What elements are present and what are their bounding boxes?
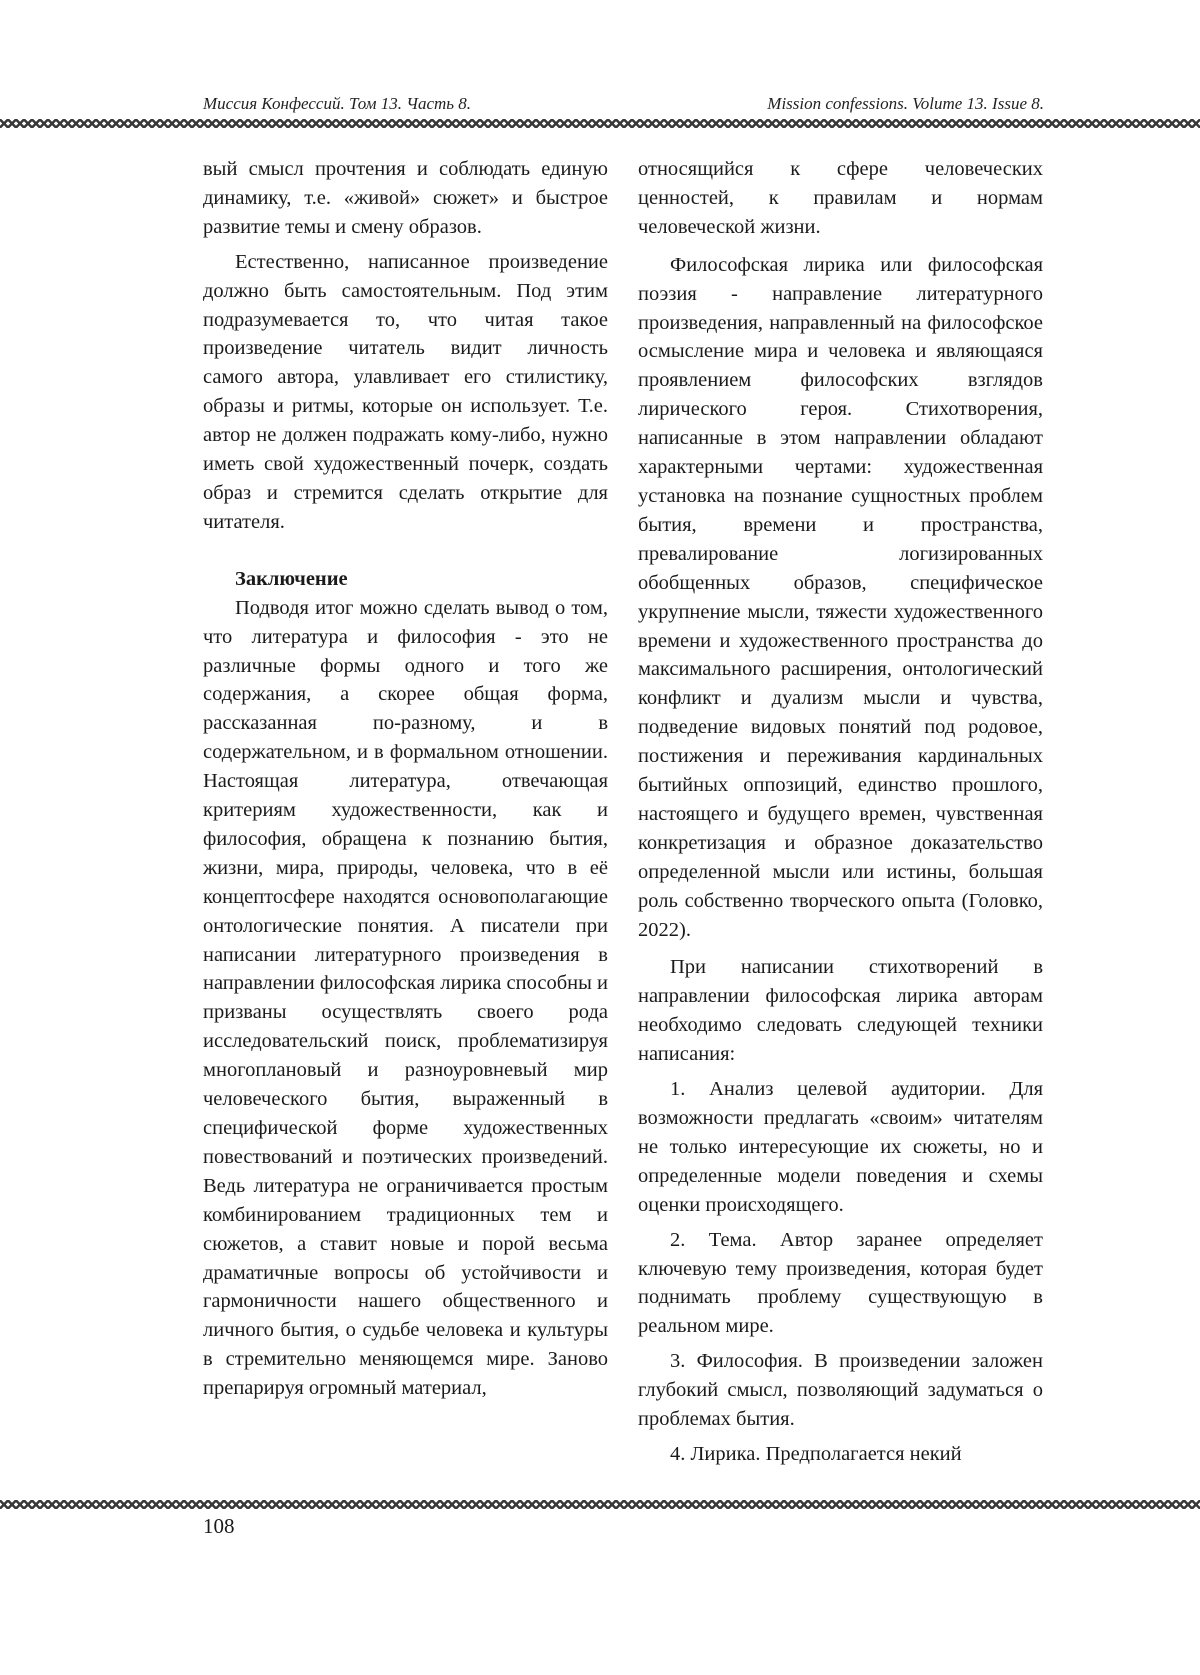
- list-item-3: 3. Философия. В произведении заложен глубокий смысл, позволяющий задуматься о проблемах бытия.: [638, 1350, 1043, 1431]
- right-paragraph-1: относящийся к сфере человеческих ценностей, к правилам и нормам человеческой жизни.: [638, 158, 1043, 238]
- left-paragraph-3: Подводя итог можно сделать вывод о том, что литература и философия - это не различные формы одного и того же содержания, а скорее общая форма, рассказанная по-разному, и в содержательном, и в формальном отношении. Настоящая литература, отвечающая критериям художественности, как и философия, обращена к познанию бытия, жизни, мира, природы, человека, что в её концептосфере находятся основополагающие онтологические понятия. А писатели при написании литературного произведения в направлении философская лирика способны и призваны осуществлять своего рода исследовательский поиск, проблематизируя многоплановый и разноуровневый мир человеческого бытия, выраженный в специфической форме художественных повествований и поэтических произведений. Ведь литература не ограничивается простым комбинированием традиционных тем и сюжетов, а ставит новые и порой весьма драматичные вопросы об устойчивости и гармоничности нашего общественного и личного бытия, о судьбе человека и культуры в стремительно меняющемся мире. Заново препарируя огромный материал,: [203, 596, 608, 1400]
- left-paragraph-2: Естественно, написанное произведение должно быть самостоятельным. Под этим подразумевается то, что читая такое произведение читатель видит личность самого автора, улавливает его стилистику, образы и ритмы, которые он использует. Т.е. автор не должен подражать кому-либо, нужно иметь свой художественный почерк, создать образ и стремится сделать открытие для читателя.: [203, 250, 608, 533]
- right-paragraph-2: Философская лирика или философская поэзия - направление литературного произведения, направленный на философское осмысление мира и человека и являющаяся проявлением философских взглядов лирического героя. Стихотворения, написанные в этом направлении обладают характерными чертами: художественная установка на познание сущностных проблем бытия, времени и пространства, превалирование логизированных обобщенных образов, специфическое укрупнение мысли, тяжести художественного времени и художественного пространства до максимального расширения, онтологический конфликт и дуализм мысли и чувства, подведение видовых понятий под родовое, постижения и переживания кардинальных бытийных оппозиций, единство прошлого, настоящего и будущего времен, чувственная конкретизация и образное доказательство определенной мысли или истины, большая роль собственно творческого опыта (Головко, 2022).: [638, 253, 1043, 941]
- top-ornament-divider: [0, 119, 1200, 128]
- page-number: 108: [203, 1514, 235, 1538]
- section-heading: Заключение: [235, 567, 348, 590]
- right-column: [638, 155, 1043, 1469]
- left-paragraph-1: вый смысл прочтения и соблюдать единую динамику, т.е. «живой» сюжет» и быстрое развитие темы и смену образов.: [203, 158, 608, 238]
- left-column: [203, 155, 608, 1403]
- list-item-1: 1. Анализ целевой аудитории. Для возможности предлагать «своим» читателям не только интересующие их сюжеты, но и определенные модели поведения и схемы оценки происходящего.: [638, 1078, 1043, 1216]
- list-item-4: 4. Лирика. Предполагается некий: [670, 1442, 962, 1465]
- list-item-2: 2. Тема. Автор заранее определяет ключевую тему произведения, которая будет поднимать проблему существующую в реальном мире.: [638, 1228, 1043, 1338]
- right-paragraph-3: При написании стихотворений в направлении философская лирика авторам необходимо следовать следующей техники написания:: [638, 956, 1043, 1066]
- running-header-right: Mission confessions. Volume 13. Issue 8.: [767, 94, 1044, 113]
- running-header-left: Миссия Конфессий. Том 13. Часть 8.: [203, 94, 472, 113]
- bottom-ornament-divider: [0, 1500, 1200, 1509]
